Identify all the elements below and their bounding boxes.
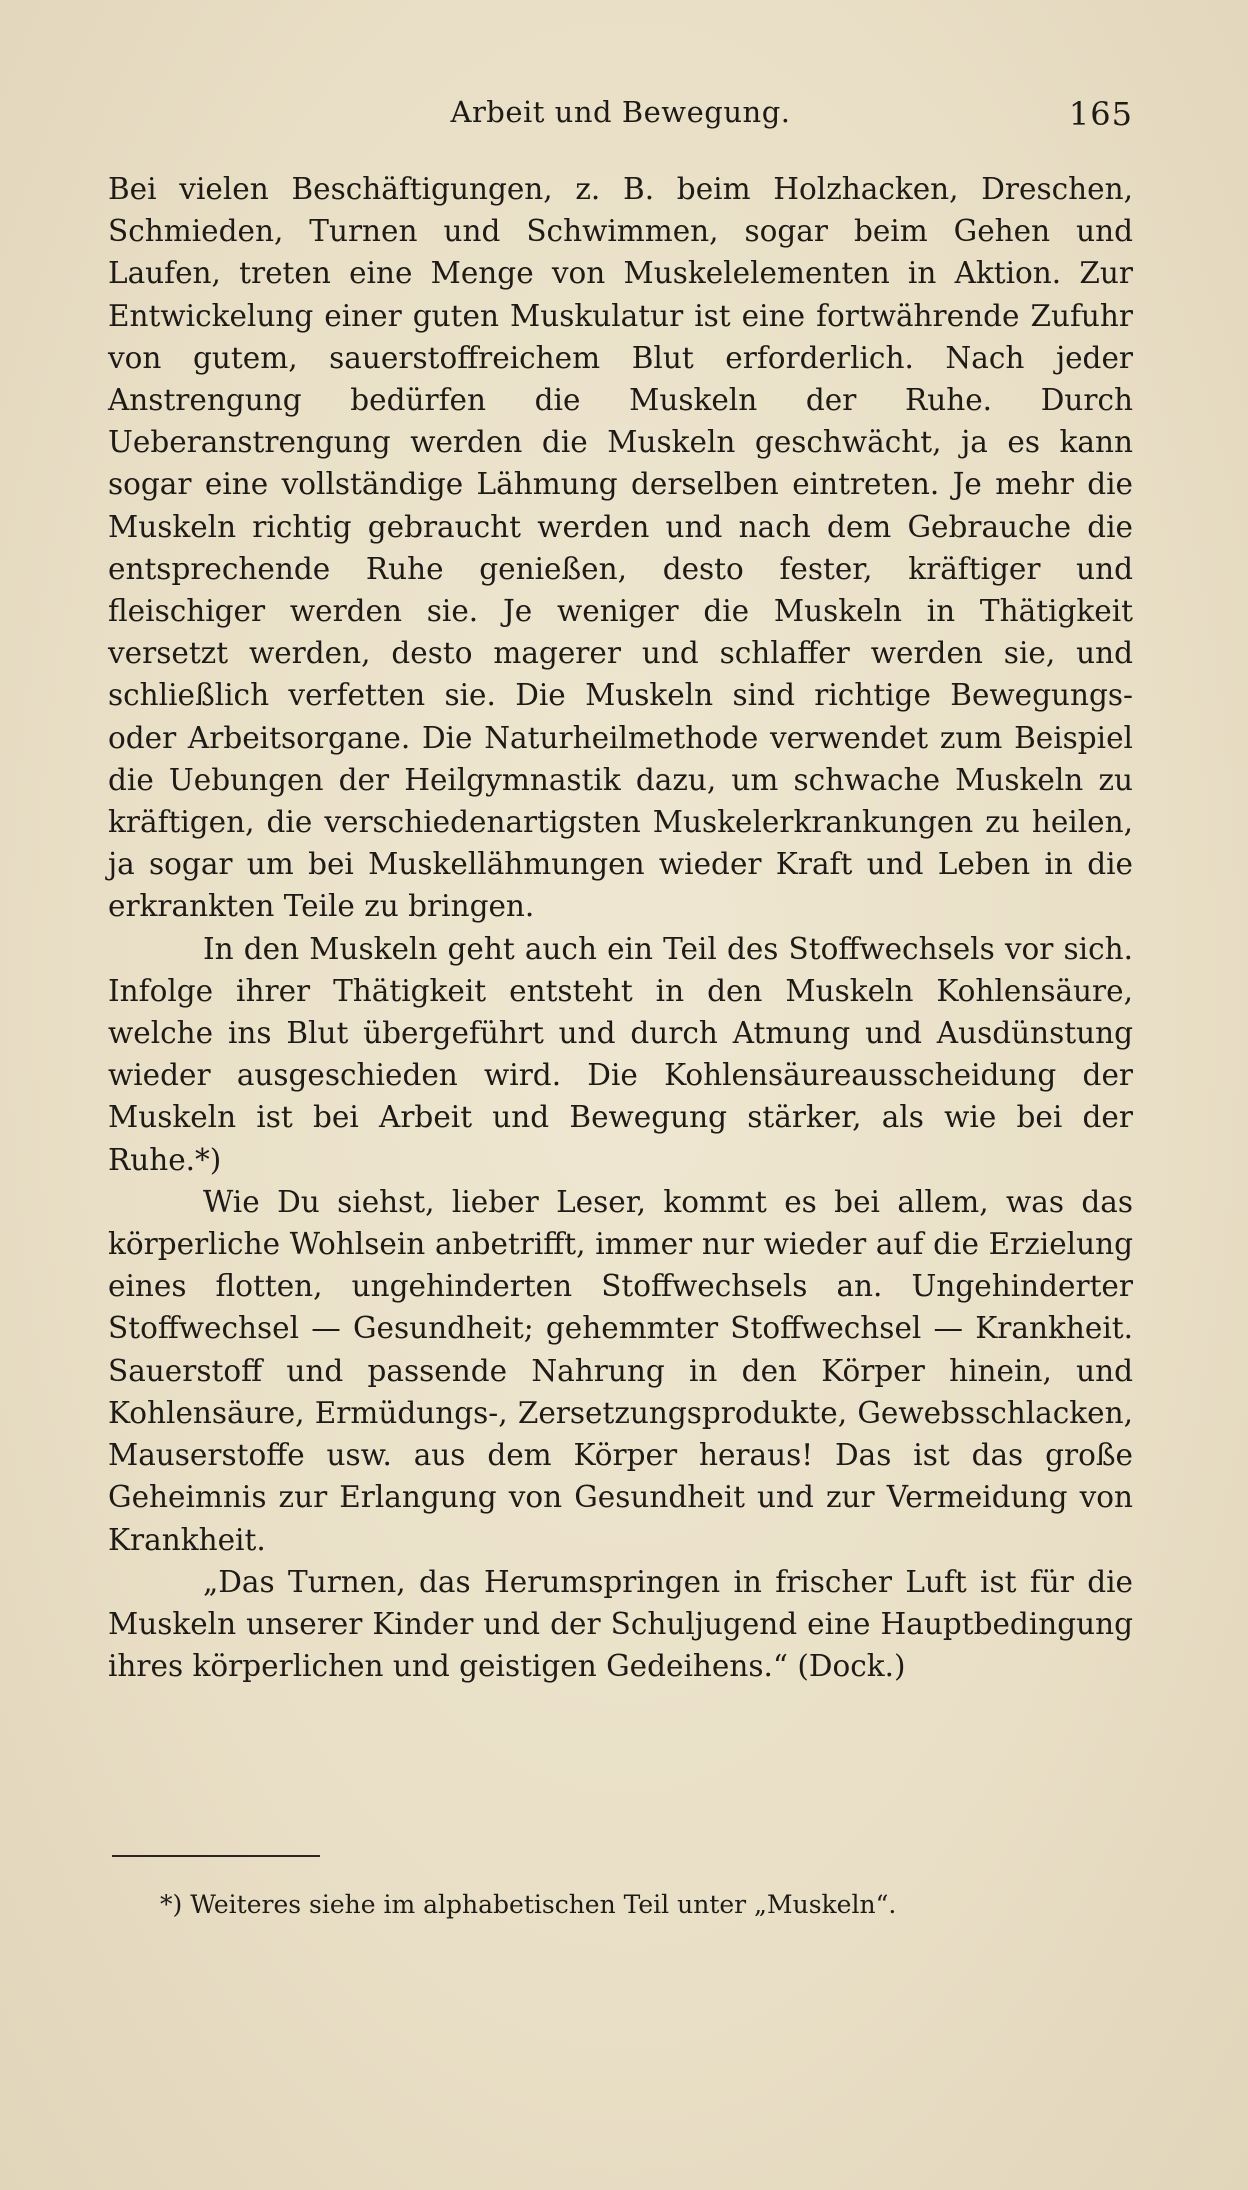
paragraph-2: In den Muskeln geht auch ein Teil des Stoffwechsels vor sich. Infolge ihrer Thätigkeit entsteht in den Muskeln Kohlensäure, welche ins Blut übergeführt und durch Atmung und Ausdünstung wieder ausgeschieden wird. Die Kohlensäureausscheidung der Muskeln ist bei Arbeit und Bewegung stärker, als wie bei der Ruhe.*)	[108, 931, 1133, 1177]
paragraph-1: Bei vielen Beschäftigungen, z. B. beim Holzhacken, Dreschen, Schmieden, Turnen und Schwimmen, sogar beim Gehen und Laufen, treten eine Menge von Muskelelementen in Aktion. Zur Entwickelung einer guten Muskulatur ist eine fortwährende Zufuhr von gutem, sauerstoffreichem Blut erforderlich. Nach jeder Anstrengung bedürfen die Muskeln der Ruhe. Durch Ueberanstrengung werden die Muskeln geschwächt, ja es kann sogar eine vollständige Lähmung derselben eintreten. Je mehr die Muskeln richtig gebraucht werden und nach dem Gebrauche die entsprechende Ruhe genießen, desto fester, kräftiger und fleischiger werden sie. Je weniger die Muskeln in Thätigkeit versetzt werden, desto magerer und schlaffer werden sie, und schließlich verfetten sie. Die Muskeln sind richtige Bewegungs- oder Arbeitsorgane. Die Naturheilmethode verwendet zum Beispiel die Uebungen der Heilgymnastik dazu, um schwache Muskeln zu kräftigen, die verschiedenartigsten Muskelerkrankungen zu heilen, ja sogar um bei Muskellähmungen wieder Kraft und Leben in die erkrankten Teile zu bringen.	[108, 172, 1133, 924]
page-number: 165	[1068, 95, 1133, 133]
running-title: Arbeit und Bewegung.	[450, 95, 791, 129]
paragraph-3: Wie Du siehst, lieber Leser, kommt es bei allem, was das körperliche Wohlsein anbetrifft, immer nur wieder auf die Erzielung eines flotten, ungehinderten Stoffwechsels an. Ungehinderter Stoffwechsel — Gesundheit; gehemmter Stoffwechsel — Krankheit. Sauerstoff und passende Nahrung in den Körper hinein, und Kohlensäure, Ermüdungs-, Zersetzungsprodukte, Gewebsschlacken, Mauserstoffe usw. aus dem Körper heraus! Das ist das große Geheimnis zur Erlangung von Gesundheit und zur Vermeidung von Krankheit.	[108, 1184, 1133, 1557]
body-text	[108, 168, 1133, 1687]
running-head	[108, 95, 1133, 145]
footnote: *) Weiteres siehe im alphabetischen Teil unter „Muskeln“.	[160, 1890, 897, 1919]
footnote-rule	[112, 1855, 320, 1857]
paragraph-4: „Das Turnen, das Herumspringen in frischer Luft ist für die Muskeln unserer Kinder und der Schuljugend eine Hauptbedingung ihres körperlichen und geistigen Gedeihens.“ (Dock.)	[108, 1564, 1133, 1684]
